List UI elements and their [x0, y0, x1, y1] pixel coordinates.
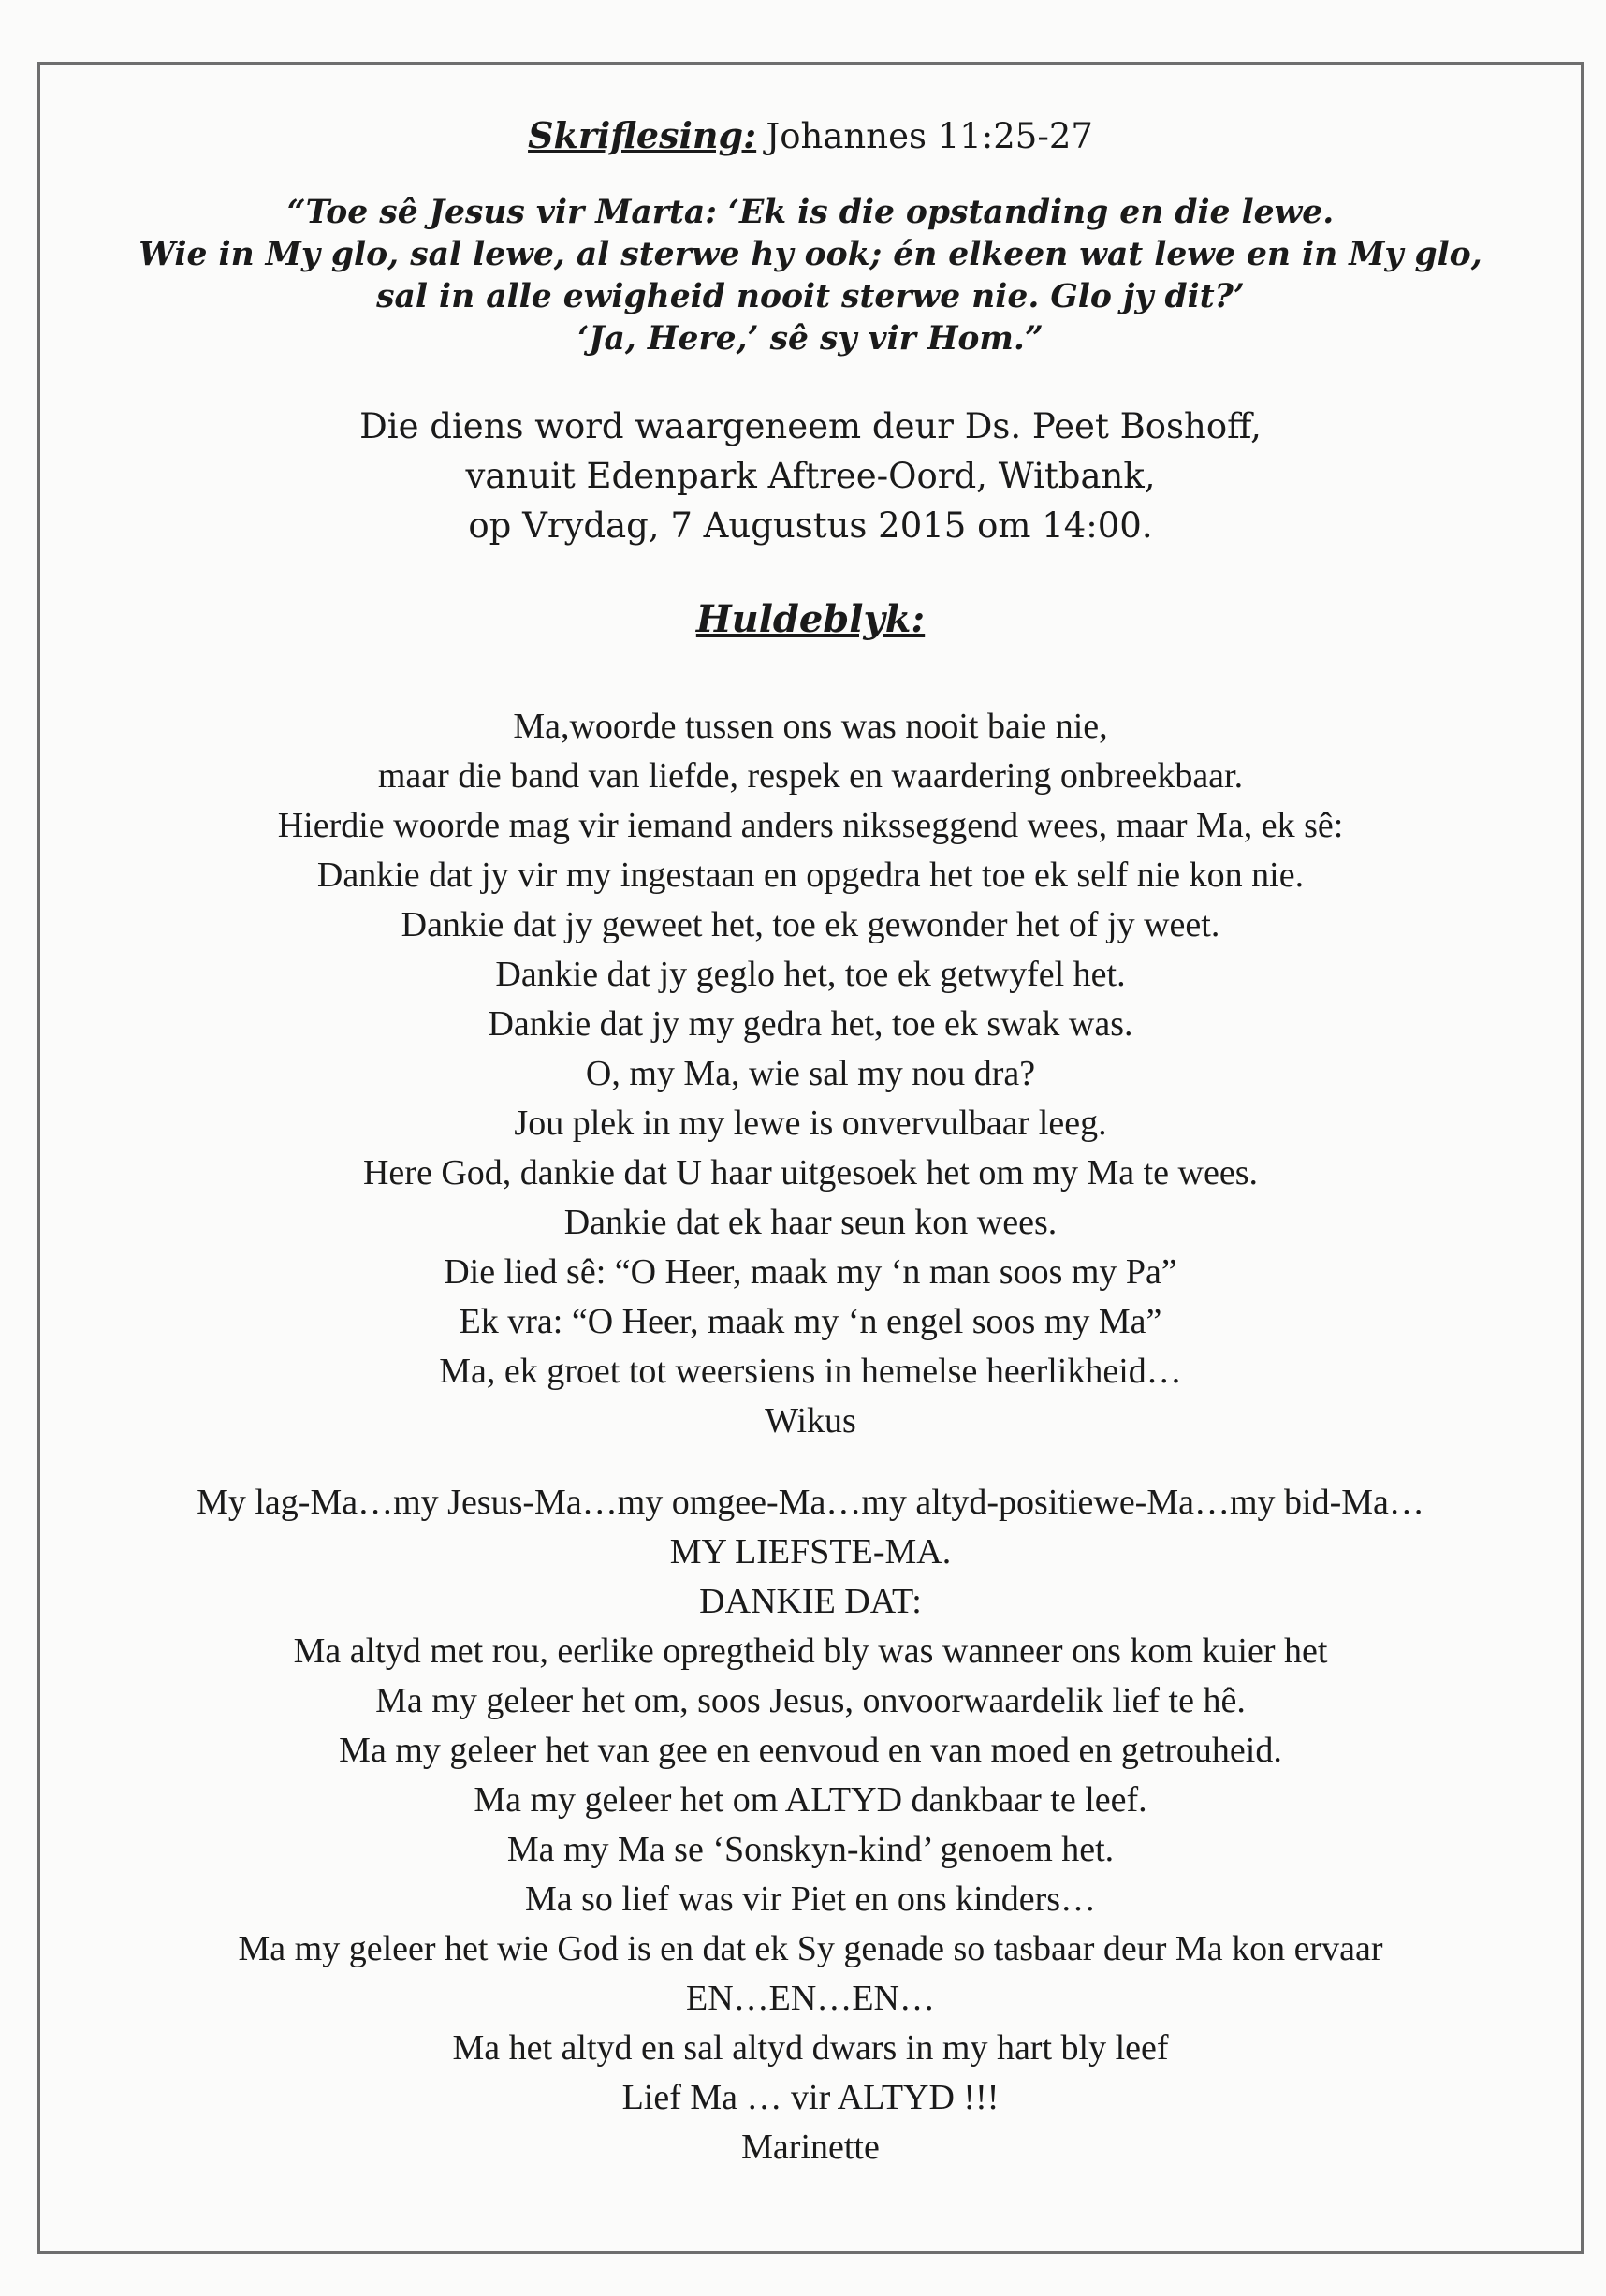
- tribute-line: Hierdie woorde mag vir iemand anders niksseggend wees, maar Ma, ek sê:: [277, 806, 1344, 845]
- scripture-heading: Skriflesing:: [528, 114, 757, 156]
- tribute-line: Dankie dat ek haar seun kon wees.: [563, 1203, 1058, 1242]
- tribute-line: Ek vra: “O Heer, maak my ‘n engel soos my Ma”: [459, 1302, 1162, 1341]
- tribute-line: Lief Ma … vir ALTYD !!!: [621, 2078, 1000, 2117]
- tribute-line: Dankie dat jy vir my ingestaan en opgedra het toe ek self nie kon nie.: [316, 856, 1305, 895]
- scripture-quote: [40, 192, 1581, 360]
- tribute-signature: Marinette: [741, 2128, 880, 2167]
- tribute-line: Die lied sê: “O Heer, maak my ‘n man soos my Pa”: [444, 1252, 1177, 1292]
- tribute-line: Dankie dat jy geweet het, toe ek gewonder het of jy weet.: [401, 905, 1220, 944]
- tribute-wikus: [40, 702, 1581, 1446]
- tribute-heading: [40, 593, 1581, 646]
- tribute-line: Jou plek in my lewe is onvervulbaar leeg.: [514, 1104, 1107, 1143]
- tribute-line: My lag-Ma…my Jesus-Ma…my omgee-Ma…my altyd-positiewe-Ma…my bid-Ma…: [197, 1483, 1424, 1522]
- tribute-line: Dankie dat jy my gedra het, toe ek swak was.: [488, 1004, 1133, 1044]
- tribute-line: Ma my Ma se ‘Sonskyn-kind’ genoem het.: [506, 1830, 1115, 1869]
- tribute-line: Ma het altyd en sal altyd dwars in my hart bly leef: [452, 2028, 1169, 2068]
- tribute-signature: Wikus: [765, 1401, 856, 1440]
- tribute-marinette: [40, 1478, 1581, 2172]
- tribute-line: DANKIE DAT:: [699, 1582, 922, 1621]
- tribute-line: Dankie dat jy geglo het, toe ek getwyfel het.: [495, 955, 1126, 994]
- tribute-line: maar die band van liefde, respek en waardering onbreekbaar.: [377, 756, 1244, 796]
- service-line: op Vrydag, 7 Augustus 2015 om 14:00.: [468, 505, 1153, 546]
- service-line: Die diens word waargeneem deur Ds. Peet Boshoff,: [359, 406, 1262, 446]
- service-line: vanuit Edenpark Aftree-Oord, Witbank,: [465, 456, 1156, 496]
- tribute-line: O, my Ma, wie sal my nou dra?: [585, 1054, 1036, 1093]
- tribute-line: Ma so lief was vir Piet en ons kinders…: [524, 1879, 1097, 1919]
- scripture-line: Wie in My glo, sal lewe, al sterwe hy ook; én elkeen wat lewe en in My glo,: [139, 236, 1482, 273]
- service-details: [40, 402, 1581, 550]
- tribute-line: Ma altyd met rou, eerlike opregtheid bly was wanneer ons kom kuier het: [293, 1631, 1328, 1671]
- scripture-reference: Johannes 11:25-27: [766, 116, 1093, 156]
- scripture-line: sal in alle ewigheid nooit sterwe nie. Glo jy dit?’: [376, 278, 1245, 315]
- tribute-line: Ma my geleer het om ALTYD dankbaar te leef.: [474, 1780, 1147, 1820]
- scripture-line: “Toe sê Jesus vir Marta: ‘Ek is die opstanding en die lewe.: [286, 194, 1335, 231]
- tribute-line: Ma my geleer het van gee en eenvoud en van moed en getrouheid.: [339, 1731, 1282, 1770]
- tribute-line: Here God, dankie dat U haar uitgesoek het om my Ma te wees.: [362, 1153, 1259, 1192]
- scripture-line: ‘Ja, Here,’ sê sy vir Hom.”: [577, 320, 1044, 358]
- tribute-line: Ma,woorde tussen ons was nooit baie nie,: [513, 707, 1108, 746]
- tribute-line: MY LIEFSTE-MA.: [669, 1532, 952, 1572]
- scripture-heading-line: [40, 111, 1581, 160]
- document-body: [40, 65, 1581, 2172]
- tribute-line: Ma my geleer het wie God is en dat ek Sy genade so tasbaar deur Ma kon ervaar: [238, 1929, 1383, 1968]
- tribute-line: Ma my geleer het om, soos Jesus, onvoorwaardelik lief te hê.: [375, 1681, 1246, 1720]
- tribute-line: EN…EN…EN…: [686, 1979, 935, 2018]
- tribute-heading-text: Huldeblyk:: [695, 597, 926, 641]
- tribute-line: Ma, ek groet tot weersiens in hemelse heerlikheid…: [439, 1352, 1182, 1391]
